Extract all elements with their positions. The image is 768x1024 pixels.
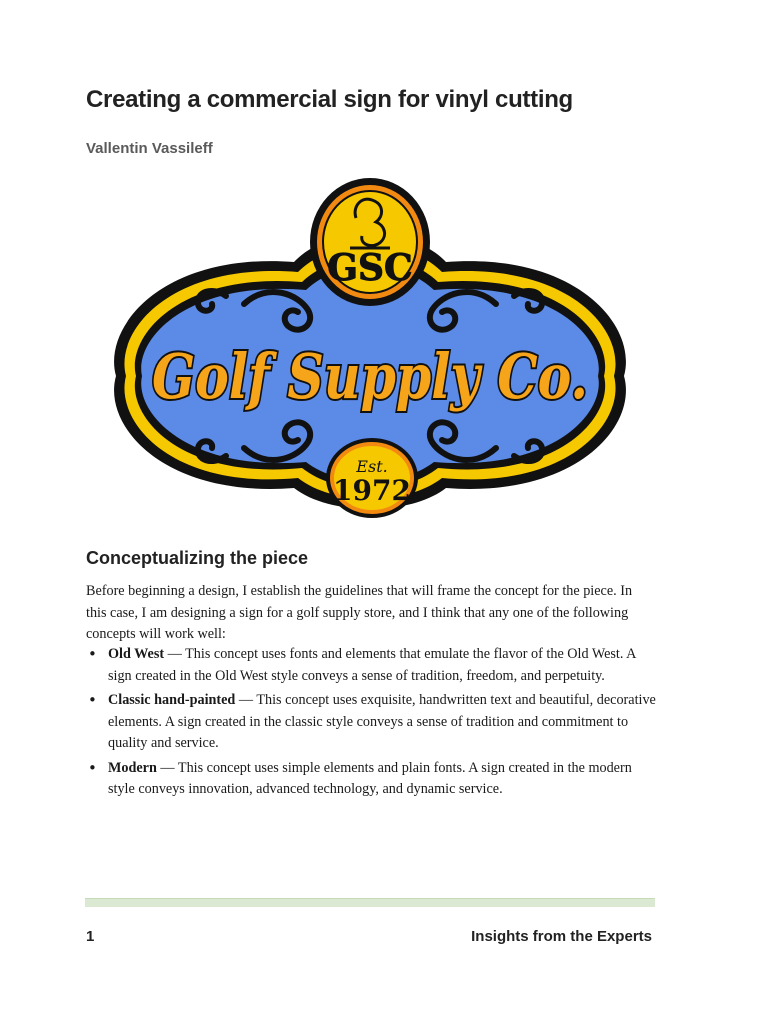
concepts-list: [86, 644, 656, 804]
intro-paragraph: Before beginning a design, I establish the guidelines that will frame the concept for the piece. In this case, I am designing a sign for a golf supply store, and I think that any one of the following concepts will work well:: [86, 583, 633, 642]
list-item-text: — This concept uses simple elements and plain fonts. A sign created in the modern style conveys innovation, advanced technology, and dynamic service.: [108, 759, 632, 797]
list-item-old-west: [86, 644, 656, 687]
document-title: Creating a commercial sign for vinyl cutting: [86, 86, 573, 113]
golf-supply-logo: [94, 176, 646, 521]
list-item-term: Classic hand-painted: [108, 692, 236, 708]
list-item-term: Old West: [108, 646, 165, 662]
logo-est-year: 1972: [333, 474, 411, 507]
list-item-text: — This concept uses fonts and elements that emulate the flavor of the Old West. A sign created in the Old West style conveys a sense of tradition, freedom, and perpetuity.: [108, 646, 636, 684]
logo-monogram: GSC: [327, 247, 413, 289]
author-name: Vallentin Vassileff: [86, 140, 213, 157]
footer-book-title: Insights from the Experts: [471, 928, 652, 945]
logo-wordmark: Golf Supply Co.: [152, 340, 588, 413]
footer-divider: [85, 898, 655, 907]
logo-est-label: Est.: [356, 457, 388, 476]
list-item-modern: [86, 758, 656, 801]
list-item-term: Modern: [108, 759, 157, 776]
section-heading: Conceptualizing the piece: [86, 548, 309, 568]
list-item-text: — This concept uses exquisite, handwritten text and beautiful, decorative elements. A sign created in the classic style conveys a sense of tradition and commitment to quality and service.: [108, 692, 656, 751]
list-item-classic-hand-painted: [86, 690, 656, 755]
page-number: 1: [86, 928, 95, 945]
